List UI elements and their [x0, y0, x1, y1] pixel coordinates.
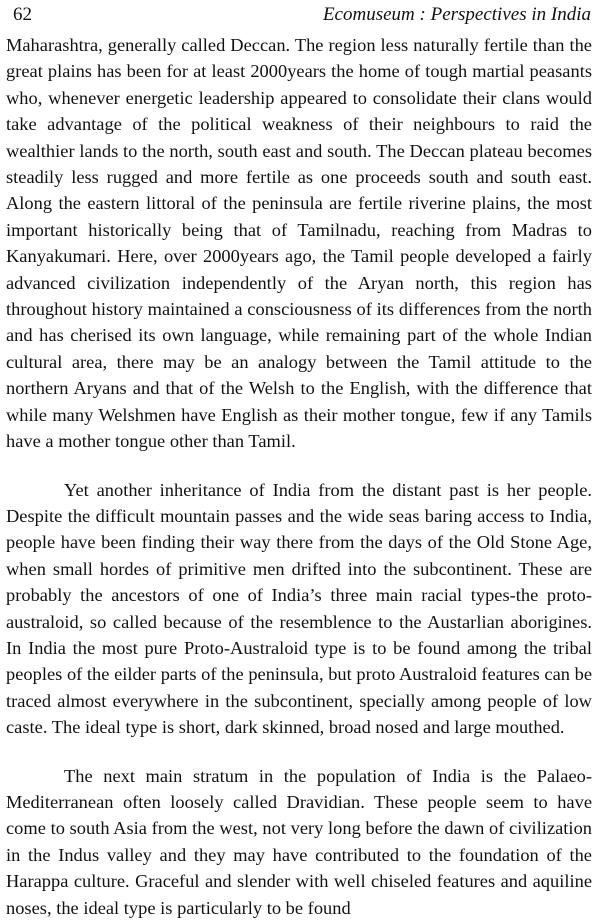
page-number: 62	[13, 4, 32, 25]
paragraph-gap	[6, 455, 592, 477]
running-title: Ecomuseum : Perspectives in India	[322, 4, 591, 25]
paragraph-proto-australoid: Yet another inheritance of India from the distant past is her people. Despite the difficult mountain passes and the wide seas baring access to India, people have been finding their way there from the days of the Old Stone Age, when small hordes of primitive men drifted into the subcontinent. These are probably the ancestors of one of India’s three main racial types-the proto-australoid, so called because of the resemblence to the Austarlian aborigines. In India the most pure Proto-Australoid type is to be found among the tribal peoples of the eilder parts of the peninsula, but proto Australoid features can be traced almost everywhere in the subcontinent, specially among people of low caste. The ideal type is short, dark skinned, broad nosed and large mouthed.	[6, 479, 592, 738]
body-text	[6, 32, 592, 921]
paragraph-deccan-tamil: Maharashtra, generally called Deccan. The region less naturally fertile than the great plains has been for at least 2000years the home of tough martial peasants who, whenever energetic leadership appeared to consolidate their clans would take advantage of the political weakness of their neighbours to raid the wealthier lands to the north, south east and south. The Deccan plateau becomes steadily less rugged and more fertile as one proceeds south and south east. Along the eastern littoral of the peninsula are fertile riverine plains, the most important historically being that of Tamilnadu, reaching from Madras to Kanyakumari. Here, over 2000years ago, the Tamil people developed a fairly advanced civilization independently of the Aryan north, this region has throughout history maintained a consciousness of its differences from the north and has cherised its own language, while remaining part of the whole Indian cultural area, there may be an analogy between the Tamil attitude to the northern Aryans and that of the Welsh to the English, with the difference that while many Welshmen have English as their mother tongue, few if any Tamils have a mother tongue other than Tamil.	[6, 35, 592, 452]
paragraph-palaeo-mediterranean: The next main stratum in the population of India is the Palaeo-Mediterranean often loosely called Dravidian. These people seem to have come to south Asia from the west, not very long before the dawn of civilization in the Indus valley and they may have contributed to the foundation of the Harappa culture. Graceful and slender with well chiseled features and aquiline noses, the ideal type is particularly to be found	[6, 765, 592, 918]
page-header	[5, 0, 595, 30]
paragraph-gap	[6, 741, 592, 763]
